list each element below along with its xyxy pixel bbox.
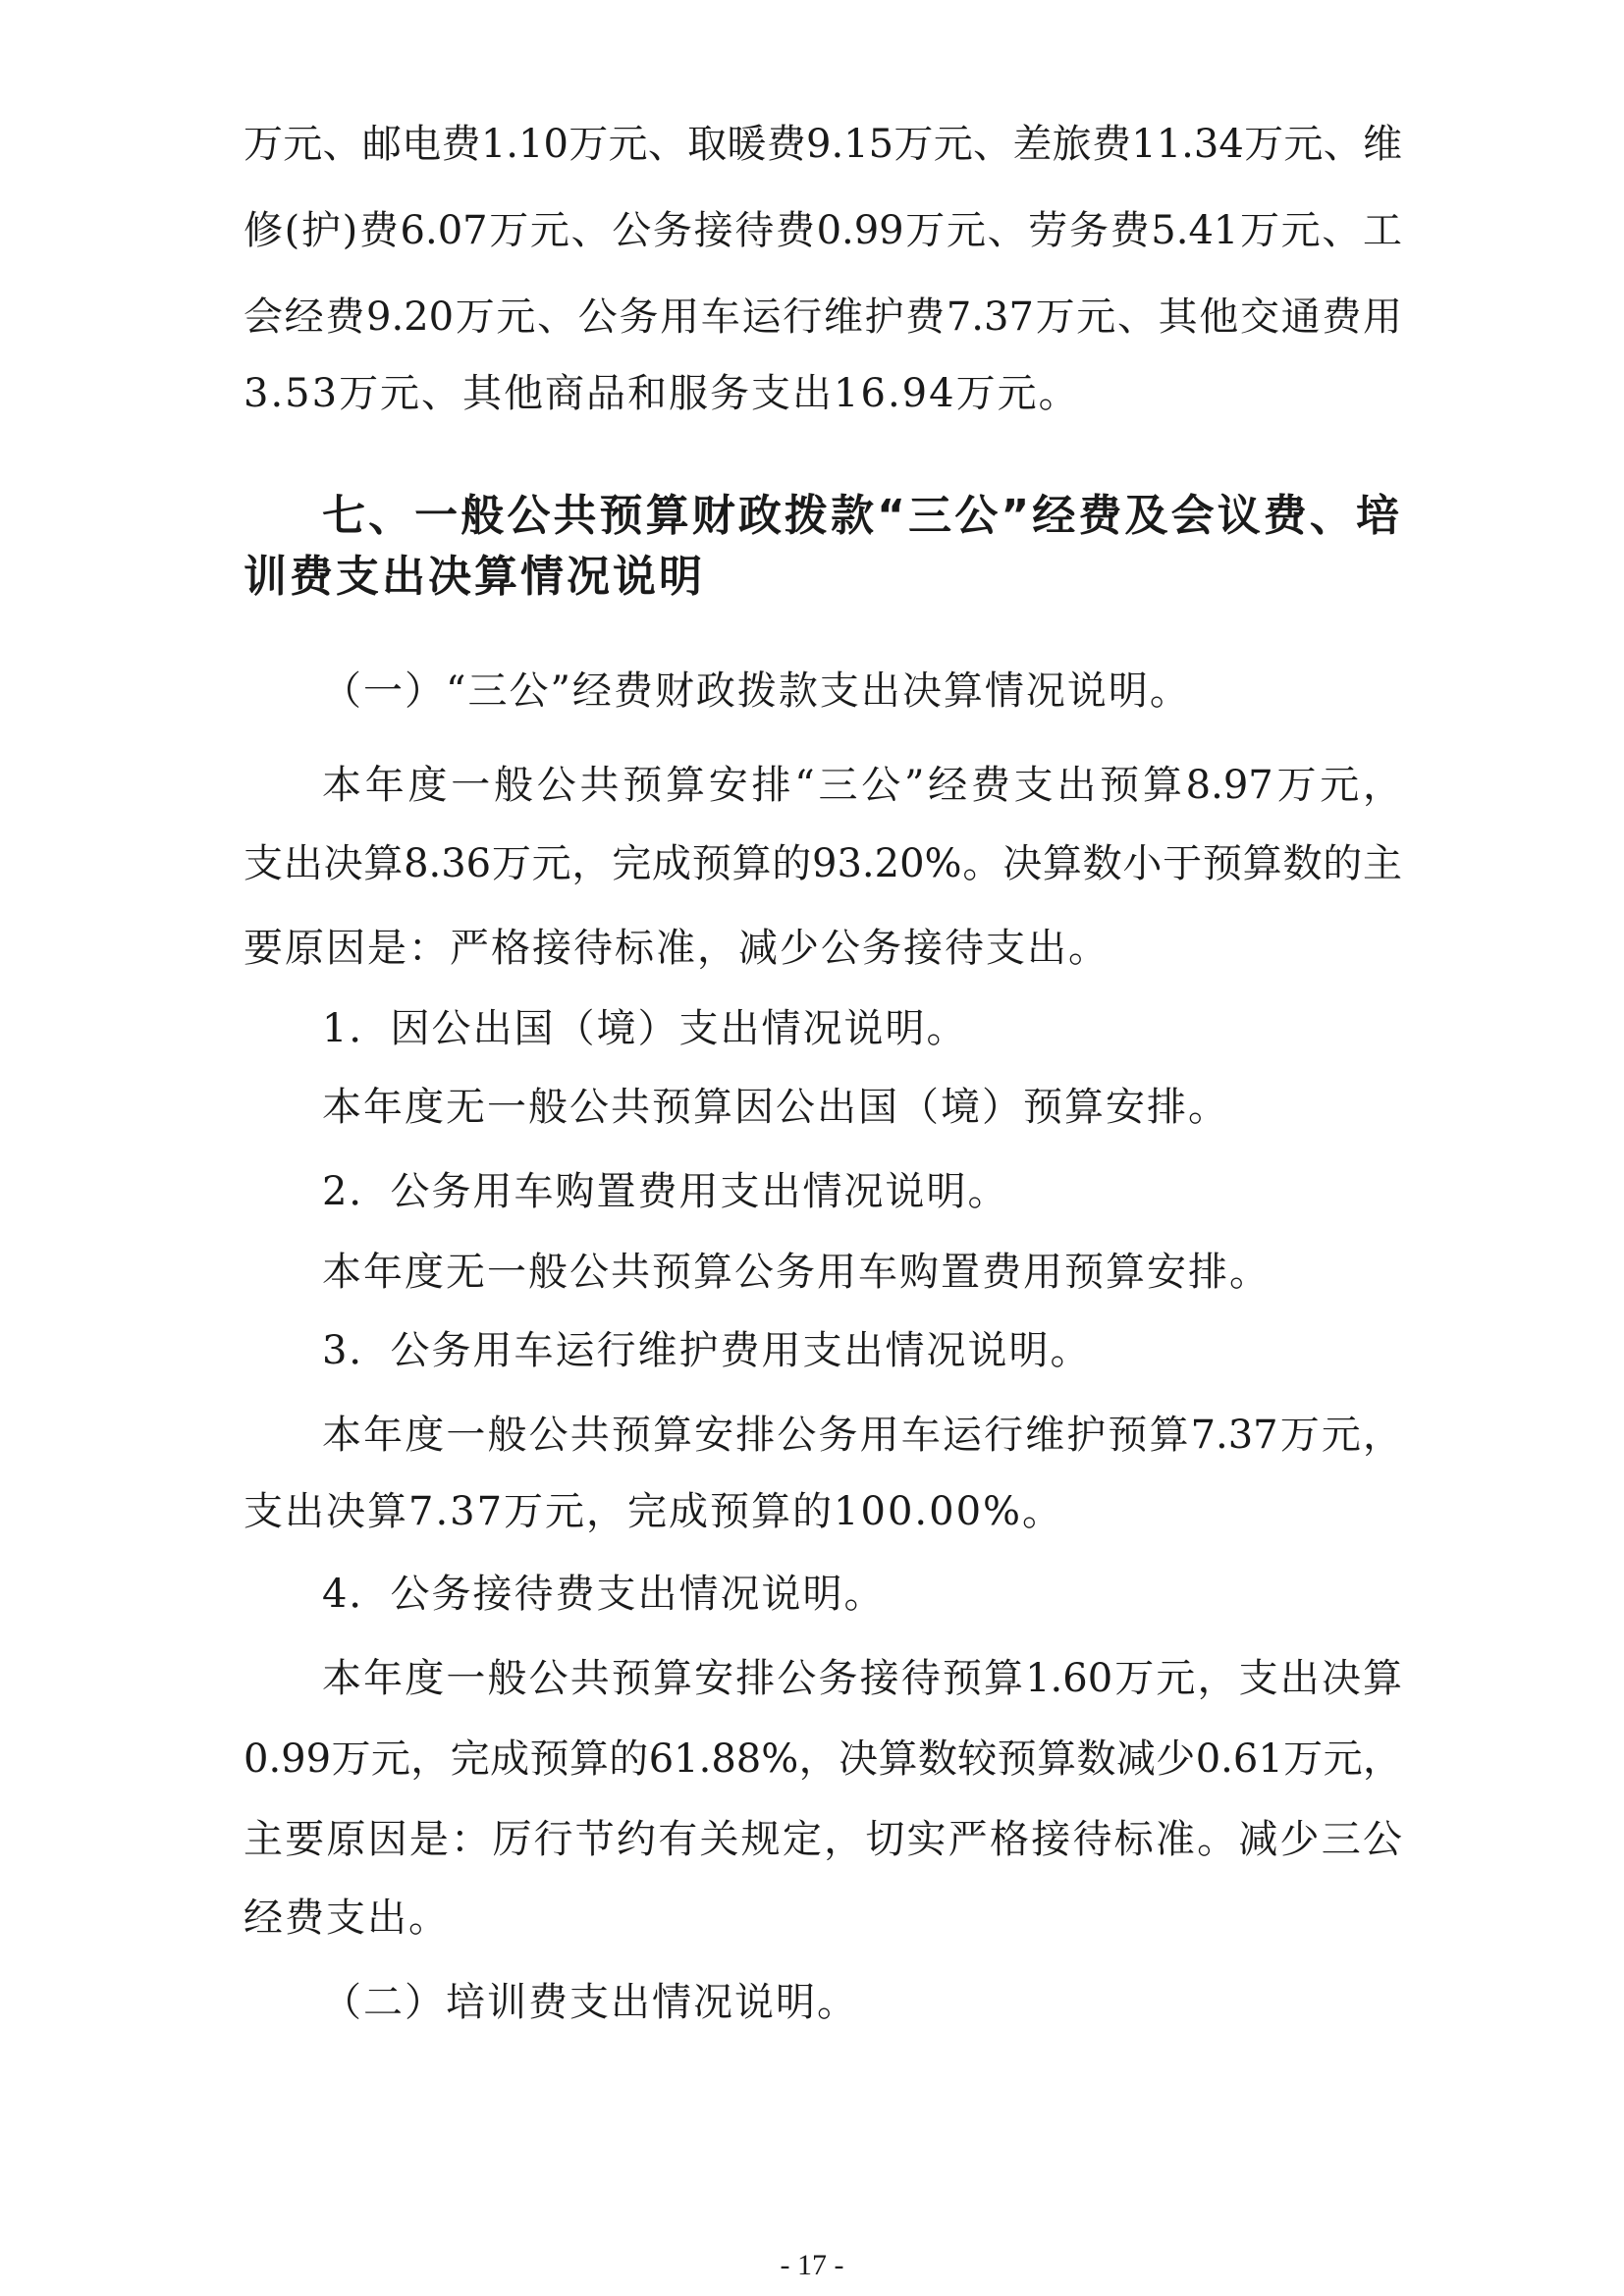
paragraph-line: 万元、邮电费1.10万元、取暖费9.15万元、差旅费11.34万元、维 [244, 122, 1402, 167]
paragraph-line: 支出决算8.36万元，完成预算的93.20%。决算数小于预算数的主 [244, 841, 1402, 886]
section-heading: 七、一般公共预算财政拨款“三公”经费及会议费、培 [322, 491, 1402, 541]
paragraph-line: 本年度一般公共预算安排公务用车运行维护预算7.37万元， [322, 1413, 1402, 1458]
paragraph-line: 支出决算7.37万元，完成预算的100.00%。 [244, 1489, 1064, 1534]
subsection-title: （一）“三公”经费财政拨款支出决算情况说明。 [322, 668, 1191, 714]
item-title: 4．公务接待费支出情况说明。 [322, 1572, 886, 1617]
paragraph-line: 经费支出。 [244, 1896, 450, 1941]
paragraph-line: 本年度一般公共预算安排公务接待预算1.60万元，支出决算 [322, 1656, 1402, 1701]
paragraph-line: 本年度无一般公共预算因公出国（境）预算安排。 [322, 1085, 1229, 1130]
paragraph-line: 要原因是：严格接待标准，减少公务接待支出。 [244, 926, 1110, 971]
item-title: 1．因公出国（境）支出情况说明。 [322, 1006, 968, 1051]
item-title: 2．公务用车购置费用支出情况说明。 [322, 1169, 1009, 1214]
subsection-title: （二）培训费支出情况说明。 [322, 1980, 858, 2025]
paragraph-line: 0.99万元，完成预算的61.88%，决算数较预算数减少0.61万元， [244, 1736, 1402, 1782]
item-title: 3．公务用车运行维护费用支出情况说明。 [322, 1328, 1092, 1373]
paragraph-line: 会经费9.20万元、公务用车运行维护费7.37万元、其他交通费用 [244, 294, 1402, 340]
paragraph-line: 修(护)费6.07万元、公务接待费0.99万元、劳务费5.41万元、工 [244, 208, 1402, 253]
paragraph-line: 本年度一般公共预算安排“三公”经费支出预算8.97万元， [322, 763, 1402, 808]
paragraph-line: 主要原因是：厉行节约有关规定，切实严格接待标准。减少三公 [244, 1817, 1402, 1862]
paragraph-line: 本年度无一般公共预算公务用车购置费用预算安排。 [322, 1250, 1271, 1295]
paragraph-line: 3.53万元、其他商品和服务支出16.94万元。 [244, 371, 1080, 416]
section-heading: 训费支出决算情况说明 [244, 552, 705, 602]
page-number: - 17 - [780, 2249, 844, 2281]
